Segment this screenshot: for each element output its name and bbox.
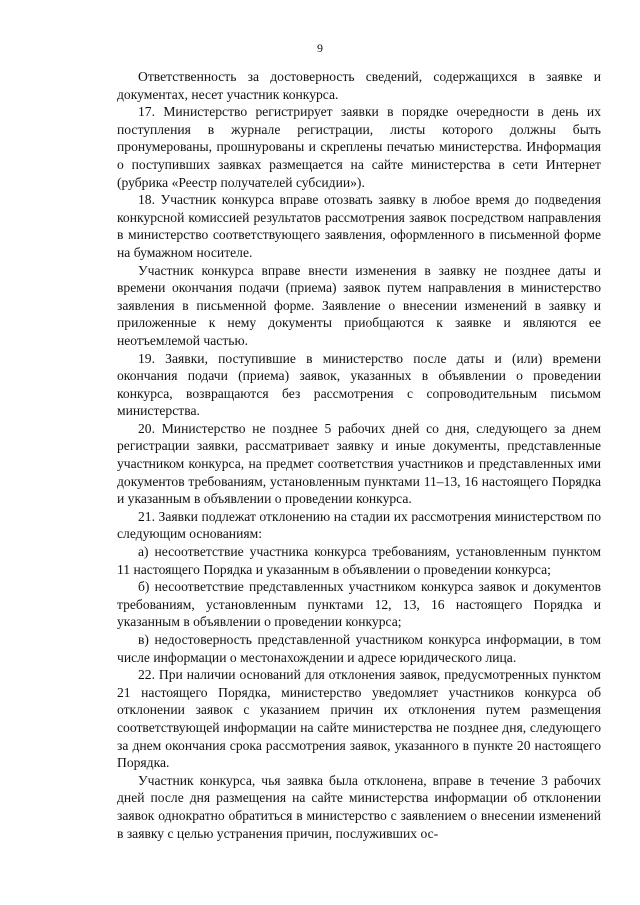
page-number: 9 xyxy=(317,41,323,55)
paragraph-21-item-c: в) недостоверность представленной участником конкурса информации, в том числе информации о местонахождении и адресе юридического лица. xyxy=(117,632,601,665)
paragraph-18: 18. Участник конкурса вправе отозвать заявку в любое время до подведения конкурсной комиссией результатов рассмотрения заявок посредством направления в министерство соответствующего заявления, оформленного в письменной форме на бумажном носителе. xyxy=(117,192,601,260)
paragraph-17: 17. Министерство регистрирует заявки в порядке очередности в день их поступления в журнале регистрации, листы которого должны быть пронумерованы, прошнурованы и скреплены печатью министерства. Информация о поступивших заявках размещается на сайте министерства в сети Интернет (рубрика «Реестр получателей субсидии»). xyxy=(117,104,601,190)
paragraph-responsibility: Ответственность за достоверность сведений, содержащихся в заявке и документах, несет участник конкурса. xyxy=(117,69,601,102)
paragraph-20: 20. Министерство не позднее 5 рабочих дней со дня, следующего за днем регистрации заявки, рассматривает заявку и иные документы, представленные участником конкурса, на предмет соответствия участников и представленных ими документов требованиям, установленным пунктами 11–13, 16 настоящего Порядка и указанным в объявлении о проведении конкурса. xyxy=(117,420,601,507)
paragraph-19: 19. Заявки, поступившие в министерство после даты и (или) времени окончания подачи (приема) заявок, указанных в объявлении о проведении конкурса, возвращаются без рассмотрения с сопроводительным письмом министерства. xyxy=(117,350,601,419)
paragraph-18-amendments: Участник конкурса вправе внести изменения в заявку не позднее даты и времени окончания подачи (приема) заявок путем направления в министерство заявления в письменной форме. Заявление о внесении изменений в заявку и приложенные к нему документы приобщаются к заявке и являются ее неотъемлемой частью. xyxy=(117,262,601,348)
document-body xyxy=(117,68,601,842)
paragraph-22-rejected-participant: Участник конкурса, чья заявка была отклонена, вправе в течение 3 рабочих дней после дня размещения на сайте министерства информации об отклонении заявок однократно обратиться в министерство с заявлением о внесении изменений в заявку с целью устранения причин, послуживших ос- xyxy=(117,772,601,841)
paragraph-21: 21. Заявки подлежат отклонению на стадии их рассмотрения министерством по следующим основаниям: xyxy=(117,508,601,542)
paragraph-22: 22. При наличии оснований для отклонения заявок, предусмотренных пунктом 21 настоящего Порядка, министерство уведомляет участников конкурса об отклонении заявок с указанием причин их отклонения путем размещения соответствующей информации на сайте министерства не позднее дня, следующего за днем окончания срока рассмотрения заявок, указанного в пункте 20 настоящего Порядка. xyxy=(117,667,601,771)
paragraph-21-item-a: а) несоответствие участника конкурса требованиям, установленным пунктом 11 настоящего Порядка и указанным в объявлении о проведении конкурса; xyxy=(117,544,601,577)
paragraph-21-item-b: б) несоответствие представленных участником конкурса заявок и документов требованиям, установленным пунктами 12, 13, 16 настоящего Порядка и указанным в объявлении о проведении конкурса; xyxy=(117,579,601,630)
